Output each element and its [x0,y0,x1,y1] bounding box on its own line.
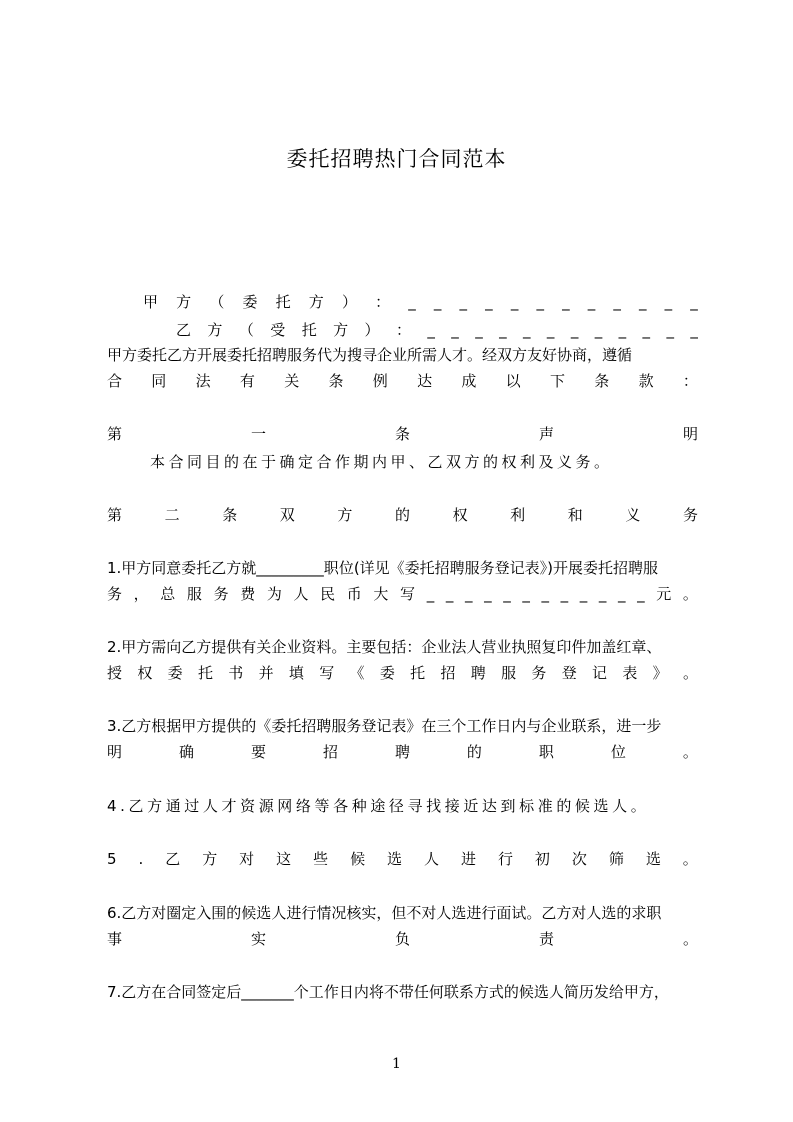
intro-line-2 [107,369,698,393]
spread-token: 合 [107,372,123,390]
spread-token: 记 [592,664,608,682]
spread-token: 务 [213,585,229,603]
spread-token: 5 [107,850,117,868]
spread-token: 聘 [470,664,486,682]
spread-token: 为 [266,585,282,603]
spread-token: 乙 [165,850,181,868]
spread-token: 服 [186,585,202,603]
spread-token: 这 [276,850,292,868]
spread-token: 方 [333,321,349,339]
spread-token: 关 [284,372,300,390]
spread-token: 授 [107,664,123,682]
spread-token: 方 [337,506,353,524]
spread-token: _ [459,293,468,311]
spread-token: ） [341,293,357,311]
spread-token: 选 [645,850,661,868]
intro-line-1: 甲方委托乙方开展委托招聘服务代为搜寻企业所需人才。经双方友好协商，遵循 [107,346,633,364]
spread-token: 》 [652,664,668,682]
spread-token: 进 [460,850,476,868]
spread-token: _ [475,321,483,339]
spread-token: 条 [222,506,238,524]
spread-token: 和 [567,506,583,524]
clause-3-line-1: 3.乙方根据甲方提供的《委托招聘服务登记表》在三个工作日内与企业联系，进一步 [107,717,662,735]
party-a-line [143,290,698,314]
spread-token: _ [613,293,621,311]
spread-token: _ [485,293,493,311]
spread-token: 初 [534,850,550,868]
spread-token: 责 [538,930,554,948]
article-2-heading [107,503,698,527]
page-number: 1 [392,1056,401,1072]
spread-token: 甲 [143,293,159,311]
spread-token: 明 [682,425,698,443]
spread-token: 双 [279,506,295,524]
spread-token: _ [445,585,454,603]
clause-5-line [107,847,698,871]
spread-token: 负 [394,930,410,948]
spread-token: _ [408,293,416,311]
spread-token: _ [666,321,674,339]
clause-1-line-2 [107,582,698,606]
spread-token: 次 [571,850,587,868]
spread-token: ， [133,585,149,603]
spread-token: 选 [387,850,403,868]
spread-token: _ [618,321,627,339]
spread-token: 托 [410,664,426,682]
spread-token: 确 [178,743,194,761]
spread-token: 币 [346,585,362,603]
spread-token: 方 [207,321,223,339]
spread-token: _ [546,321,555,339]
spread-token: 表 [622,664,638,682]
spread-token: 二 [164,506,180,524]
spread-token: 方 [202,850,218,868]
spread-token: _ [522,585,530,603]
spread-token: 并 [258,664,274,682]
spread-token: 权 [137,664,153,682]
spread-token: _ [451,321,459,339]
spread-token: _ [562,293,570,311]
spread-token: _ [484,585,492,603]
spread-token: _ [433,293,442,311]
spread-token: 。 [682,664,698,682]
spread-token: 位 [610,743,626,761]
spread-token: ） [364,321,380,339]
spread-token: 条 [328,372,344,390]
spread-token: 利 [510,506,526,524]
spread-token: 条 [594,372,610,390]
spread-token: 人 [424,850,440,868]
spread-token: 填 [288,664,304,682]
spread-token: 民 [320,585,336,603]
spread-token: _ [637,585,645,603]
spread-token: 有 [239,372,255,390]
clause-2-line-2 [107,661,698,685]
clause-3-line-2 [107,740,698,764]
spread-token: 务 [682,506,698,524]
spread-token: _ [541,585,549,603]
spread-token: 方 [308,293,324,311]
spread-token: 托 [197,664,213,682]
spread-token: 托 [301,321,317,339]
spread-token: 筛 [608,850,624,868]
spread-token: 。 [682,850,698,868]
spread-token: _ [510,293,519,311]
spread-token: 实 [250,930,266,948]
spread-token: 招 [322,743,338,761]
spread-token: _ [587,293,596,311]
spread-token: 乙 [176,321,192,339]
spread-token: 方 [176,293,192,311]
spread-token: 登 [561,664,577,682]
spread-token: _ [426,585,435,603]
spread-token: _ [690,293,698,311]
spread-token: 委 [379,664,395,682]
spread-token: （ [209,293,225,311]
spread-token: ： [395,321,411,339]
spread-token: . [138,850,144,868]
spread-token: 务 [531,664,547,682]
article-1-heading [107,422,698,446]
spread-token: 下 [549,372,565,390]
spread-token: 聘 [394,743,410,761]
spread-token: 书 [228,664,244,682]
spread-token: 对 [239,850,255,868]
spread-token: 的 [394,506,410,524]
spread-token: 写 [319,664,335,682]
spread-token: 委 [167,664,183,682]
spread-token: _ [503,585,511,603]
spread-token: _ [639,293,647,311]
spread-token: 事 [107,930,123,948]
spread-token: ： [375,293,391,311]
spread-token: _ [617,585,626,603]
spread-token: 行 [497,850,513,868]
clause-6-line-1: 6.乙方对圈定入围的候选人进行情况核实，但不对人选进行面试。乙方对人选的求职 [107,904,662,922]
spread-token: （ [238,321,254,339]
spread-token: 务 [107,585,123,603]
spread-token: 要 [250,743,266,761]
spread-token: 达 [417,372,433,390]
clause-4-line: 4.乙方通过人才资源网络等各种途径寻找接近达到标准的候选人。 [107,797,650,815]
spread-token: 成 [461,372,477,390]
spread-token: _ [464,585,473,603]
spread-token: 。 [682,743,698,761]
spread-token: 第 [107,425,123,443]
spread-token: _ [594,321,603,339]
spread-token: _ [579,585,588,603]
spread-token: 委 [242,293,258,311]
spread-token: 以 [505,372,521,390]
spread-token: _ [536,293,544,311]
spread-token: 候 [350,850,366,868]
spread-token: 元 [656,585,672,603]
spread-token: _ [427,321,435,339]
spread-token: _ [664,293,673,311]
clause-7-line-1: 7.乙方在合同签定后_______个工作日内将不带任何联系方式的候选人简历发给甲方， [107,983,669,1001]
spread-token: _ [499,321,507,339]
spread-token: _ [690,321,698,339]
spread-token: 声 [538,425,554,443]
spread-token: 权 [452,506,468,524]
spread-token: 招 [440,664,456,682]
spread-token: _ [560,585,569,603]
spread-token: 《 [349,664,365,682]
clause-1-line-1: 1.甲方同意委托乙方就_________职位(详见《委托招聘服务登记表》)开展委托招聘服 [107,559,659,577]
spread-token: 。 [682,930,698,948]
spread-token: 受 [270,321,286,339]
spread-token: 职 [538,743,554,761]
spread-token: 例 [372,372,388,390]
spread-token: 托 [275,293,291,311]
clause-2-line-1: 2.甲方需向乙方提供有关企业资料。主要包括：企业法人营业执照复印件加盖红章、 [107,638,662,656]
spread-token: 第 [107,506,123,524]
spread-token: 款 [638,372,654,390]
spread-token: _ [570,321,579,339]
spread-token: 大 [373,585,389,603]
clause-6-line-2 [107,927,698,951]
spread-token: 些 [313,850,329,868]
spread-token: 法 [195,372,211,390]
spread-token: 费 [240,585,256,603]
spread-token: 的 [466,743,482,761]
spread-token: 明 [107,743,123,761]
spread-token: _ [523,321,531,339]
spread-token: 一 [250,425,266,443]
spread-token: 人 [293,585,309,603]
spread-token: 。 [682,585,698,603]
spread-token: 服 [501,664,517,682]
spread-token: 同 [151,372,167,390]
spread-token: 义 [625,506,641,524]
document-title: 委托招聘热门合同范本 [286,147,507,171]
spread-token: 写 [400,585,416,603]
spread-token: _ [598,585,607,603]
spread-token: ： [682,372,698,390]
spread-token: 条 [394,425,410,443]
spread-token: _ [642,321,651,339]
party-b-line [176,318,698,342]
spread-token: 总 [160,585,176,603]
article-1-body: 本合同目的在于确定合作期内甲、乙双方的权利及义务。 [150,453,613,471]
